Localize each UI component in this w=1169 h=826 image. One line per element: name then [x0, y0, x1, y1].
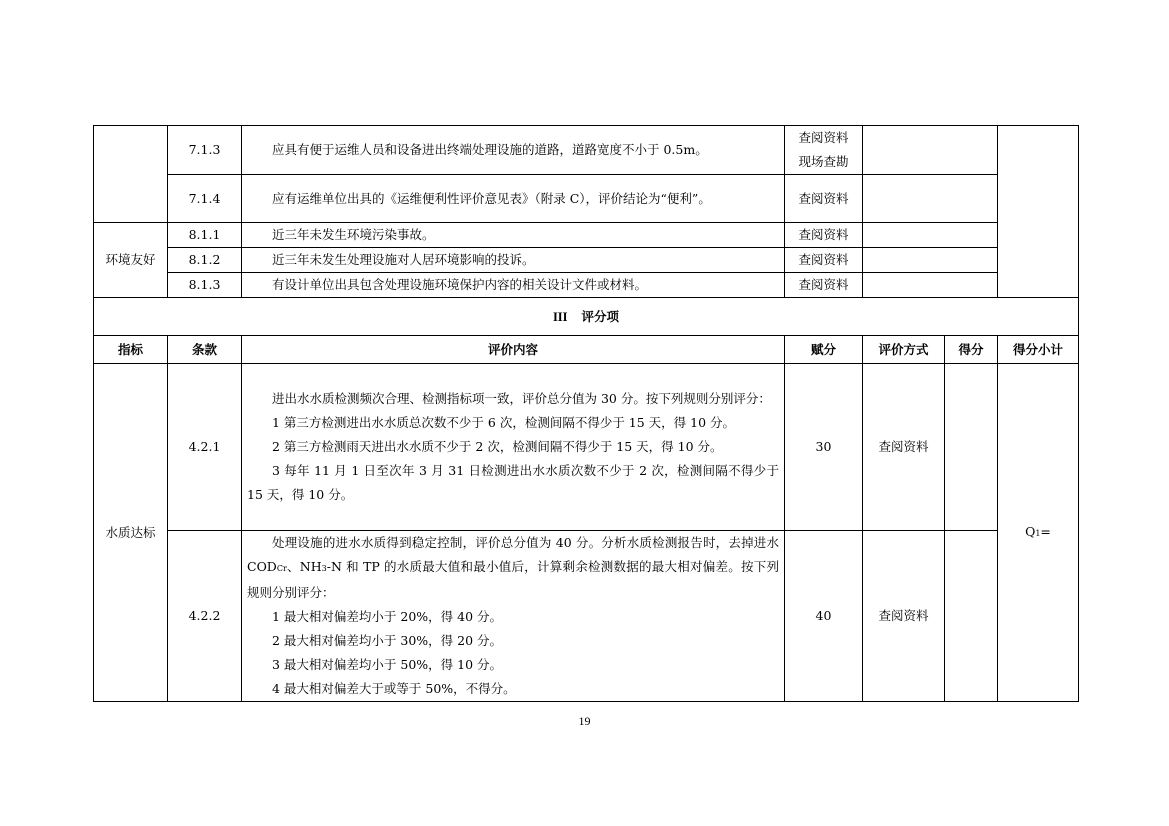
evaluation-content: 应具有便于运维人员和设备进出终端处理设施的道路，道路宽度不小于 0.5m。 — [242, 126, 785, 175]
content-line: 进出水水质检测频次合理、检测指标项一致，评价总分值为 30 分。按下列规则分别评分： — [272, 391, 771, 406]
content-intro: 处理设施的进水水质得到稳定控制，评价总分值为 40 分。分析水质检测报告时，去掉进水 CODCr、NH3-N 和 TP 的水质最大值和最小值后，计算剩余检测数据的最大相对偏差。按下列规则分别评分： — [247, 535, 779, 600]
result-cell — [863, 248, 998, 273]
evaluation-content — [242, 531, 785, 702]
header-clause: 条款 — [168, 336, 242, 364]
subtotal-q1: Q1= — [998, 364, 1079, 702]
header-points: 得分 — [945, 336, 998, 364]
table-row — [94, 175, 1079, 223]
evaluation-content: 近三年未发生环境污染事故。 — [242, 223, 785, 248]
evaluation-method: 查阅资料 现场查勘 — [785, 126, 863, 175]
result-cell — [863, 273, 998, 298]
subtotal-cell-empty — [998, 126, 1079, 298]
indicator-water-quality: 水质达标 — [94, 364, 168, 702]
table-header-row — [94, 336, 1079, 364]
points-cell — [945, 531, 998, 702]
section-title: 评分项 — [581, 308, 620, 324]
evaluation-method: 查阅资料 — [785, 273, 863, 298]
evaluation-method: 查阅资料 — [785, 223, 863, 248]
score-value: 30 — [785, 364, 863, 531]
evaluation-content: 近三年未发生处理设施对人居环境影响的投诉。 — [242, 248, 785, 273]
content-line: 1 第三方检测进出水水质总次数不少于 6 次，检测间隔不得少于 15 天，得 10 分。 — [272, 415, 736, 430]
section-number: III — [552, 309, 568, 324]
evaluation-content: 有设计单位出具包含处理设施环境保护内容的相关设计文件或材料。 — [242, 273, 785, 298]
content-line: 3 最大相对偏差均小于 50%，得 10 分。 — [272, 657, 503, 672]
table-row — [94, 223, 1079, 248]
evaluation-content: 应有运维单位出具的《运维便利性评价意见表》（附录 C），评价结论为“便利”。 — [242, 175, 785, 223]
evaluation-table — [93, 125, 1079, 702]
score-value: 40 — [785, 531, 863, 702]
points-cell — [945, 364, 998, 531]
evaluation-method: 查阅资料 — [785, 175, 863, 223]
header-indicator: 指标 — [94, 336, 168, 364]
evaluation-method: 查阅资料 — [863, 531, 945, 702]
header-subtotal: 得分小计 — [998, 336, 1079, 364]
table-row — [94, 273, 1079, 298]
table-row — [94, 248, 1079, 273]
clause-code: 8.1.2 — [168, 248, 242, 273]
content-line: 3 每年 11 月 1 日至次年 3 月 31 日检测进出水水质次数不少于 2 次，检测间隔不得少于 15 天，得 10 分。 — [247, 463, 779, 502]
section-heading — [94, 298, 1079, 336]
table-row — [94, 364, 1079, 531]
table-row — [94, 531, 1079, 702]
evaluation-method: 查阅资料 — [785, 248, 863, 273]
indicator-env-friendly: 环境友好 — [94, 223, 168, 298]
evaluation-method: 查阅资料 — [863, 364, 945, 531]
clause-code: 8.1.3 — [168, 273, 242, 298]
content-line: 2 第三方检测雨天进出水水质不少于 2 次，检测间隔不得少于 15 天，得 10 分。 — [272, 439, 723, 454]
header-method: 评价方式 — [863, 336, 945, 364]
clause-code: 4.2.2 — [168, 531, 242, 702]
clause-code: 4.2.1 — [168, 364, 242, 531]
result-cell — [863, 175, 998, 223]
result-cell — [863, 126, 998, 175]
page-number: 19 — [578, 714, 591, 728]
content-line: 1 最大相对偏差均小于 20%，得 40 分。 — [272, 609, 503, 624]
section-heading-row — [94, 298, 1079, 336]
result-cell — [863, 223, 998, 248]
clause-code: 8.1.1 — [168, 223, 242, 248]
content-line: 2 最大相对偏差均小于 30%，得 20 分。 — [272, 633, 503, 648]
clause-code: 7.1.4 — [168, 175, 242, 223]
header-content: 评价内容 — [242, 336, 785, 364]
table-row — [94, 126, 1079, 175]
clause-code: 7.1.3 — [168, 126, 242, 175]
indicator-cell-empty — [94, 126, 168, 223]
content-line: 4 最大相对偏差大于或等于 50%，不得分。 — [272, 681, 516, 696]
evaluation-content — [242, 364, 785, 531]
header-score: 赋分 — [785, 336, 863, 364]
